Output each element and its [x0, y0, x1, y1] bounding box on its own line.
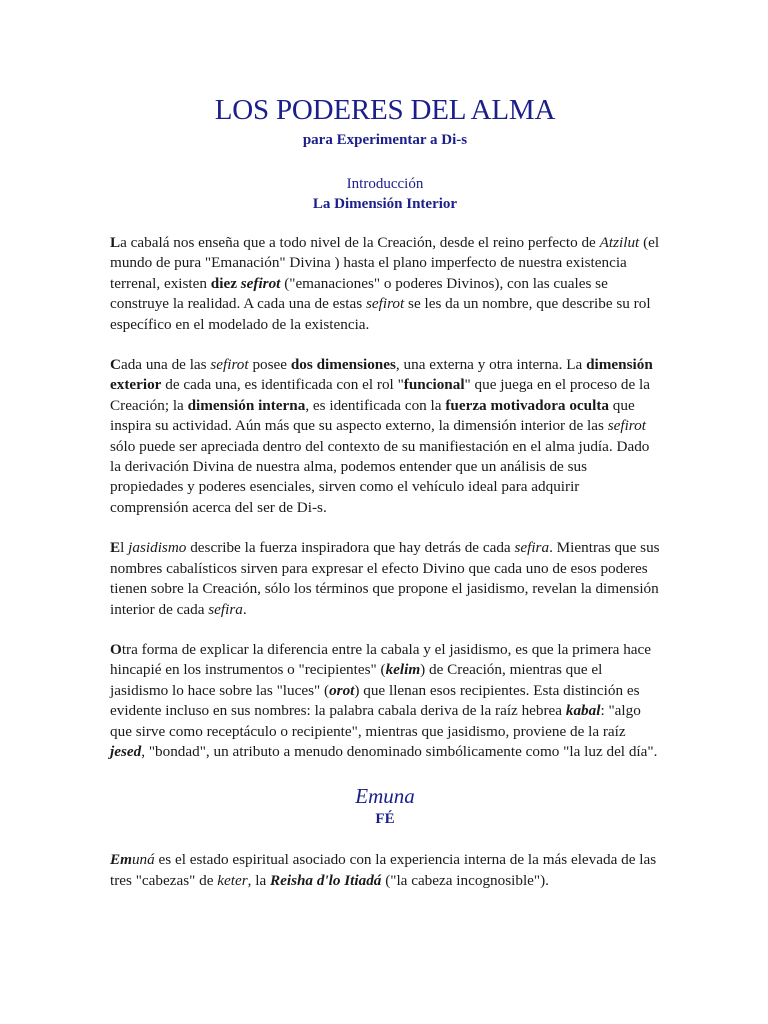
paragraph-2: [110, 355, 660, 518]
text-segment: sefira: [514, 539, 550, 557]
page-subtitle: para Experimentar a Di-s: [302, 132, 468, 148]
text-segment: Atzilut: [599, 234, 640, 251]
page-title: LOS PODERES DEL ALMA: [214, 94, 556, 126]
text-segment: dimensión interna: [187, 396, 306, 414]
text-segment: ) que llenan esos recipientes. Esta distinción es evidente incluso en sus nombres: la palabra cabala deriva de la raíz hebrea: [110, 681, 640, 720]
paragraph-3: [110, 538, 660, 620]
text-segment: fuerza motivadora oculta: [445, 396, 609, 414]
document-page: [110, 92, 660, 891]
text-segment: dos dimensiones: [290, 356, 396, 374]
text-segment: . Mientras que sus nombres cabalísticos sirven para expresar el efecto Divino que cada uno de esos poderes tienen sobre la Creación, sólo los términos que propone el jasidismo, revelan la dimensión interior de cada: [110, 539, 660, 618]
text-segment: .: [242, 600, 247, 618]
text-segment: kelim: [385, 661, 421, 679]
text-segment: diez: [210, 274, 241, 292]
intro-heading: La Dimensión Interior: [312, 196, 458, 212]
text-segment: , la: [247, 871, 270, 889]
paragraph-1: [110, 233, 660, 335]
section-paragraph: [110, 850, 660, 891]
text-segment: , una externa y otra interna. La: [395, 356, 587, 374]
section-subtitle: FÉ: [375, 811, 395, 828]
initial-letter: L: [110, 234, 121, 251]
text-segment: que inspira su actividad. Aún más que su aspecto externo, la dimensión interior de las: [110, 396, 635, 435]
text-segment: ("emanaciones" o poderes Divinos), con las cuales se construye la realidad. A cada una de estas: [110, 274, 608, 313]
text-segment: sefirot: [210, 356, 249, 374]
text-segment: de cada una, es identificada con el rol ": [161, 376, 404, 394]
text-segment: sefirot: [240, 274, 281, 292]
text-segment: keter: [217, 871, 248, 889]
text-segment: , "bondad", un atributo a menudo denominado simbólicamente como "la luz del día".: [141, 742, 658, 760]
text-segment: l: [120, 539, 129, 557]
text-segment: : "algo que sirve como receptáculo o recipiente", mientras que jasidismo, proviene de la raíz: [110, 702, 641, 740]
text-segment: funcional: [403, 376, 465, 394]
text-segment: describe la fuerza inspiradora que hay detrás de cada: [186, 539, 515, 557]
text-segment: se les da un nombre, que describe su rol específico en el modelado de la existencia.: [110, 295, 651, 333]
text-segment: jesed: [110, 742, 142, 760]
text-segment: dimensión exterior: [110, 356, 653, 394]
intro-label: Introducción: [346, 176, 424, 192]
paragraph-4: [110, 640, 660, 762]
text-segment: , es identificada con la: [305, 396, 446, 414]
text-segment: jasidismo: [128, 539, 187, 557]
text-segment: es el estado espiritual asociado con la experiencia interna de la más elevada de las tres "cabezas" de: [110, 851, 657, 889]
text-segment: sefirot: [607, 417, 646, 435]
text-segment: sefira: [208, 600, 243, 618]
initial-letter: E: [110, 539, 121, 557]
initial-letter: O: [110, 640, 122, 658]
text-segment: uná: [131, 851, 155, 869]
section-title: Emuna: [355, 784, 415, 809]
text-segment: orot: [329, 681, 355, 699]
text-segment: ada una de las: [120, 356, 211, 374]
initial-letter: Em: [110, 851, 132, 869]
text-segment: " que juega en el proceso de la Creación; la: [110, 376, 650, 414]
text-segment: posee: [248, 356, 291, 374]
text-segment: (el mundo de pura "Emanación" Divina ) hasta el plano imperfecto de nuestra existencia terrenal, existen: [110, 234, 660, 292]
text-segment: sólo puede ser apreciada dentro del contexto de su manifiestación en el alma judía. Dado la derivación Divina de nuestra alma, podemos entender que un análisis de sus propiedades y poderes esenciales, sirven como el vehículo ideal para adquirir comprensión acerca del ser de Di-s.: [110, 437, 650, 516]
text-segment: sefirot: [365, 295, 405, 313]
text-segment: Reisha d'lo Itiadá: [269, 871, 382, 889]
text-segment: a cabalá nos enseña que a todo nivel de la Creación, desde el reino perfecto de: [120, 234, 600, 251]
text-segment: tra forma de explicar la diferencia entre la cabala y el jasidismo, es que la primera hace hincapié en los instrumentos o "recipientes" (: [110, 640, 652, 679]
text-segment: ("la cabeza incognosible").: [381, 871, 549, 889]
text-segment: kabal: [565, 702, 601, 720]
initial-letter: C: [110, 356, 121, 374]
text-segment: ) de Creación, mientras que el jasidismo lo hace sobre las "luces" (: [110, 661, 603, 699]
